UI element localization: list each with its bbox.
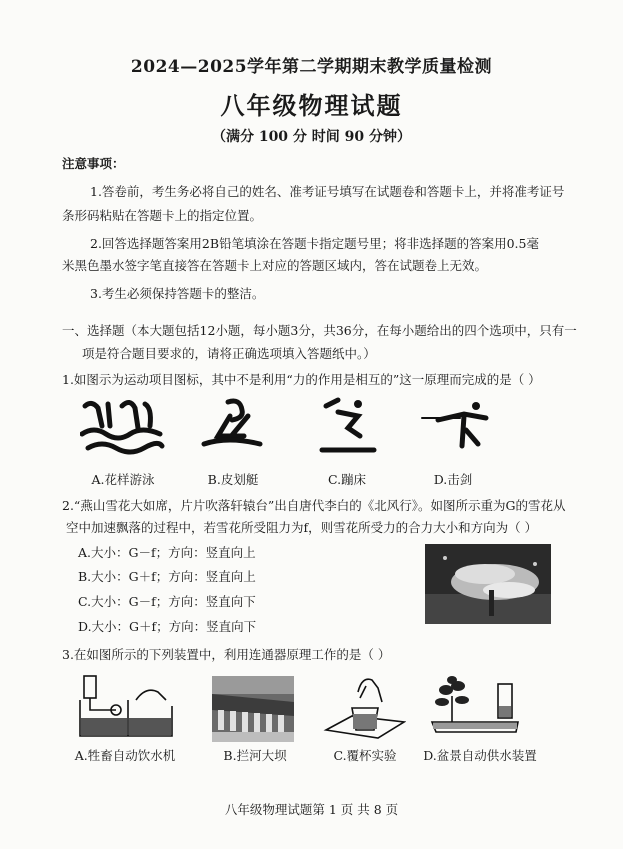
river-dam-photo (212, 676, 294, 742)
q3-stem: 3.在如图所示的下列装置中，利用连通器原理工作的是（ ） (62, 647, 391, 662)
notice-item1-line2: 条形码粘贴在答题卡上的指定位置。 (62, 208, 263, 223)
q3-option-b: B.拦河大坝 (223, 748, 287, 763)
fencing-icon (420, 396, 495, 456)
q2-stem-line2: 空中加速飘落的过程中，若雪花所受阻力为f，则雪花所受力的合力大小和方向为（ ） (66, 520, 538, 535)
notice-item1-line1: 1.答卷前，考生务必将自己的姓名、准考证号填写在试题卷和答题卡上，并将准考证号 (90, 184, 565, 199)
notice-item3: 3.考生必须保持答题卡的整洁。 (90, 286, 265, 301)
kayak-icon (198, 396, 268, 456)
q1-option-d: D.击剑 (433, 472, 473, 487)
q2-option-c: C.大小：G－f；方向：竖直向下 (78, 594, 256, 609)
page-footer: 八年级物理试题第 1 页 共 8 页 (224, 802, 399, 817)
exam-title: 2024—2025学年第二学期期末教学质量检测 (130, 57, 493, 77)
trampoline-icon (318, 396, 378, 456)
notice-item2-line1: 2.回答选择题答案用2B铅笔填涂在答题卡指定题号里；将非选择题的答案用0.5毫 (90, 236, 539, 251)
paper-title: 八年级物理试题 (220, 91, 403, 120)
q2-option-d: D.大小：G＋f；方向：竖直向下 (78, 619, 257, 634)
bonsai-water-supply-figure (428, 676, 524, 742)
q2-option-a: A.大小：G－f；方向：竖直向上 (78, 545, 256, 560)
score-time: （满分 100 分 时间 90 分钟） (211, 129, 412, 145)
q3-option-d: D.盆景自动供水装置 (423, 748, 537, 763)
q2-stem-line1: 2.“燕山雪花大如席，片片吹落轩辕台”出自唐代李白的《北风行》。如图所示重为G的雪花从 (62, 498, 566, 513)
q1-option-c: C.蹦床 (327, 472, 367, 487)
inverted-cup-figure (322, 668, 406, 742)
notice-item2-line2: 米黑色墨水签字笔直接答在答题卡上对应的答题区域内，答在试题卷上无效。 (62, 258, 488, 273)
snow-tree-photo (425, 544, 551, 624)
section1-heading-line2: 项是符合题目要求的，请将正确选项填入答题纸中。） (82, 346, 376, 361)
q2-option-b: B.大小：G＋f；方向：竖直向上 (78, 569, 256, 584)
notice-heading: 注意事项： (62, 156, 125, 171)
synchronized-swimming-icon (80, 396, 165, 456)
livestock-waterer-figure (76, 670, 176, 740)
q1-option-a: A.花样游泳 (91, 472, 155, 487)
section1-heading-line1: 一、选择题（本大题包括12小题，每小题3分，共36分，在每小题给出的四个选项中，只有一 (62, 323, 577, 338)
q3-option-a: A.牲畜自动饮水机 (74, 748, 176, 763)
q1-option-b: B.皮划艇 (207, 472, 259, 487)
q3-option-c: C.覆杯实验 (333, 748, 397, 763)
q1-stem: 1.如图示为运动项目图标，其中不是利用“力的作用是相互的”这一原理而完成的是（ ） (62, 372, 541, 387)
